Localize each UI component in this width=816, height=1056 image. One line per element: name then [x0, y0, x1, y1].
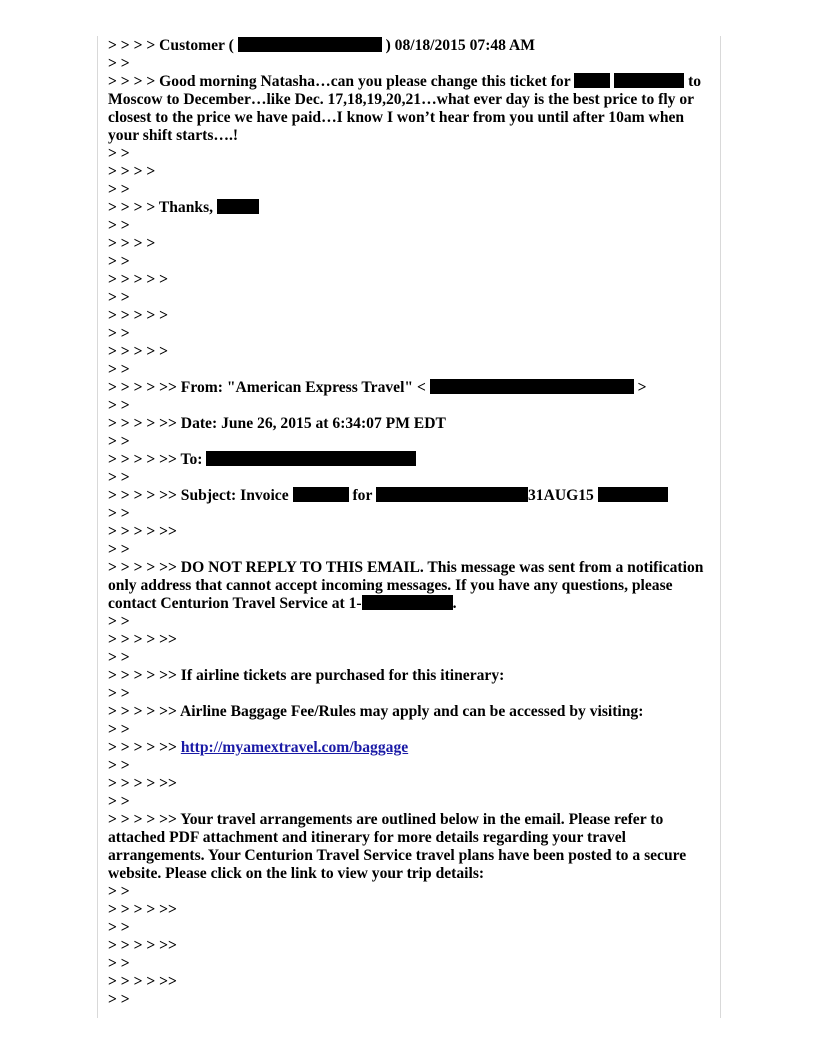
quote-marker: > > [108, 361, 130, 378]
notice-paragraph: > > > > >> DO NOT REPLY TO THIS EMAIL. This message was sent from a notification only address that cannot accept incoming messages. If you have any questions, please contact Centurion Travel Service at 1- . [108, 559, 708, 612]
redaction [598, 487, 668, 502]
quote-marker: > > > > > [108, 271, 169, 288]
customer-line: > > > > Customer ( ) 08/18/2015 07:48 AM [108, 37, 535, 54]
from-line: > > > > >> From: "American Express Travel" < > [108, 379, 647, 396]
message-paragraph: > > > > Good morning Natasha…can you please change this ticket for to Moscow to December…like Dec. 17,18,19,20,21…what ever day is the best price to fly or closest to the price we have paid…I know I won’t hear from you until after 10am when your shift starts….! [108, 73, 705, 144]
baggage-link[interactable]: http://myamextravel.com/baggage [180, 739, 409, 756]
redaction [376, 487, 528, 502]
baggage-rules-line: > > > > >> Airline Baggage Fee/Rules may apply and can be accessed by visiting: [108, 703, 644, 720]
thanks-line: > > > > Thanks, [108, 199, 708, 217]
quote-marker: > > [108, 955, 130, 972]
quote-marker: > > [108, 991, 130, 1008]
quote-marker: > > [108, 757, 130, 774]
date-line: > > > > >> Date: June 26, 2015 at 6:34:07 PM EDT [108, 415, 446, 432]
quote-marker: > > [108, 55, 130, 72]
redaction [574, 73, 610, 88]
quote-marker: > > > > >> [108, 973, 177, 990]
quote-marker: > > > > >> [108, 901, 177, 918]
quote-marker: > > [108, 397, 130, 414]
quote-marker: > > [108, 883, 130, 900]
baggage-link-line: > > > > >> http://myamextravel.com/baggage [108, 739, 409, 756]
quote-marker: > > > > >> [108, 523, 177, 540]
redaction [293, 487, 349, 502]
quote-marker: > > [108, 253, 130, 270]
quote-marker: > > > > >> [108, 937, 177, 954]
quote-marker: > > > > > [108, 307, 169, 324]
quote-marker: > > [108, 289, 130, 306]
quote-marker: > > > > > [108, 343, 169, 360]
quote-marker: > > [108, 541, 130, 558]
quote-marker: > > [108, 721, 130, 738]
redaction [217, 199, 259, 214]
quote-marker: > > [108, 433, 130, 450]
quote-marker: > > > > >> [108, 631, 177, 648]
quote-marker: > > [108, 181, 130, 198]
quote-marker: > > [108, 919, 130, 936]
quote-marker: > > [108, 325, 130, 342]
quote-marker: > > [108, 685, 130, 702]
subject-line: > > > > >> Subject: Invoice for 31AUG15 [108, 487, 708, 505]
quote-marker: > > [108, 505, 130, 522]
quote-marker: > > > > [108, 163, 156, 180]
quote-marker: > > [108, 469, 130, 486]
redaction [362, 595, 453, 610]
quote-marker: > > [108, 217, 130, 234]
quote-marker: > > [108, 649, 130, 666]
quote-marker: > > [108, 793, 130, 810]
quote-marker: > > [108, 145, 130, 162]
to-line: > > > > >> To: [108, 451, 708, 469]
redaction [614, 73, 684, 88]
email-body [108, 37, 708, 1009]
quote-marker: > > > > [108, 235, 156, 252]
redaction [206, 451, 416, 466]
redaction [238, 37, 382, 52]
redaction [430, 379, 634, 394]
airline-tickets-line: > > > > >> If airline tickets are purchased for this itinerary: [108, 667, 505, 684]
arrangements-paragraph: > > > > >> Your travel arrangements are outlined below in the email. Please refer to attached PDF attachment and itinerary for more details regarding your travel arrangements. Your Centurion Travel Service travel plans have been posted to a secure website. Please click on the link to view your trip details: [108, 811, 691, 882]
quote-marker: > > > > >> [108, 775, 177, 792]
quote-marker: > > [108, 613, 130, 630]
